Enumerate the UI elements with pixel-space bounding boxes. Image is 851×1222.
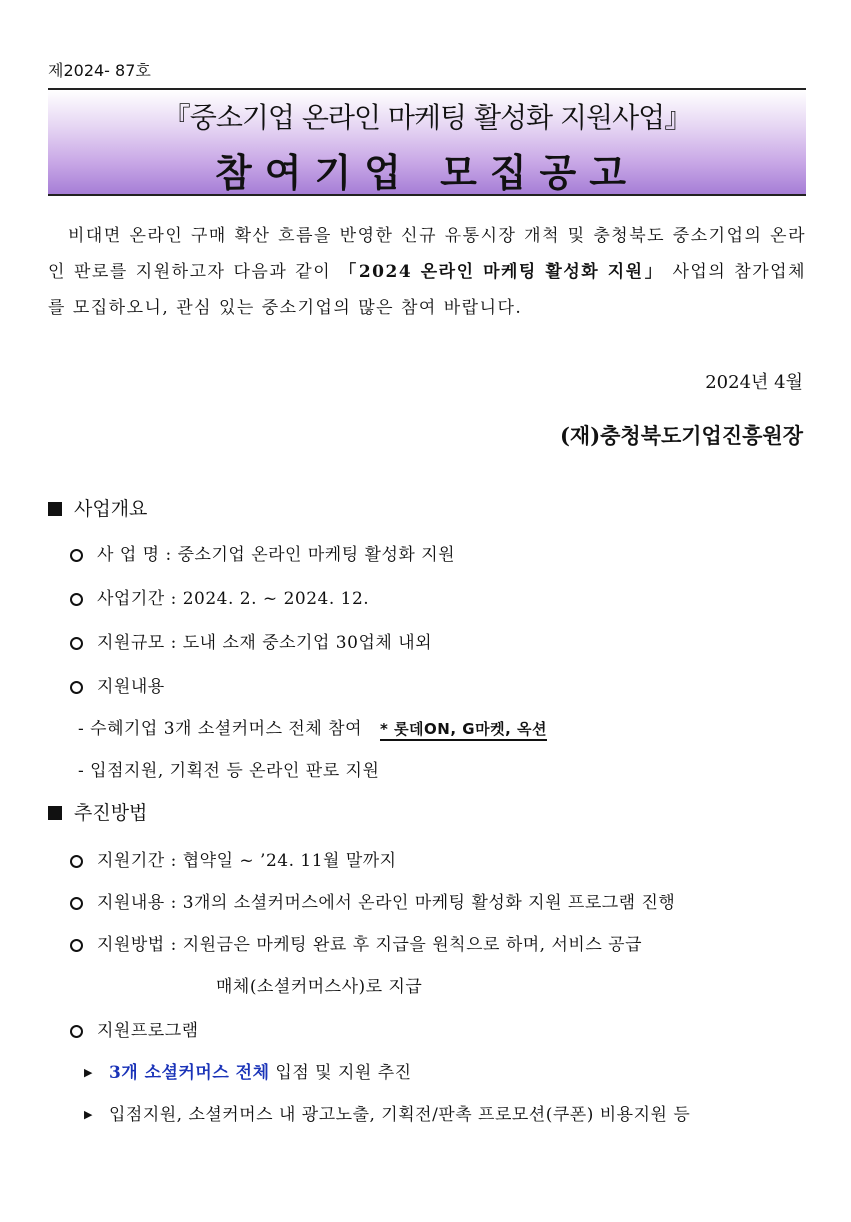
overview-item-text: 사업기간 : 2024. 2. ~ 2024. 12. [97,589,370,609]
intro-paragraph [48,218,806,326]
intro-text-1: 비대면 온라인 구매 확산 흐름을 반영한 신규 유통시장 개척 및 충청북도 중소기업의 온라인 판로를 지원하고자 다음과 같이 [48,226,806,282]
intro-text-2: 사업의 참가업체를 모집하오니, 관심 있는 중소기업의 많은 참여 바랍니다. [48,262,806,318]
title-banner [48,88,806,196]
support-content-sub-1 [78,714,547,739]
overview-item [70,672,165,697]
platform-note: * 롯데ON, G마켓, 옥션 [380,720,547,741]
intro-bold-program-name: 「2024 온라인 마케팅 활성화 지원」 [339,262,665,282]
circle-bullet-icon [70,1025,83,1038]
overview-item-text: 지원내용 [97,677,165,697]
section-heading-label: 사업개요 [74,498,148,520]
section-heading-overview [48,494,147,521]
method-item-text: 지원내용 : 3개의 소셜커머스에서 온라인 마케팅 활성화 지원 프로그램 진행 [97,893,676,913]
announcement-date: 2024년 4월 [705,372,803,393]
overview-item [70,628,432,653]
method-item-text: 지원방법 : 지원금은 마케팅 완료 후 지급을 원칙으로 하며, 서비스 공급 [97,935,642,955]
method-item [70,888,675,913]
triangle-bullet-icon: ▶ [84,1108,93,1121]
support-content-sub-2 [78,756,379,781]
section-heading-label: 추진방법 [74,802,148,824]
document-number: 제2024- 87호 [48,61,151,80]
circle-bullet-icon [70,549,83,562]
circle-bullet-icon [70,681,83,694]
program-highlight: 3개 소셜커머스 전체 [108,1063,270,1083]
program-item-2 [84,1100,690,1125]
title-line-2: 참여기업 모집공고 [215,151,639,195]
square-bullet-icon [48,806,62,820]
overview-item [70,540,455,565]
program-text: 입점 및 지원 추진 [269,1063,412,1083]
overview-item-text: 지원규모 : 도내 소재 중소기업 30업체 내외 [97,633,433,653]
method-item [70,1016,199,1041]
circle-bullet-icon [70,855,83,868]
method-item-continuation: 매체(소셜커머스사)로 지급 [216,977,423,997]
sub-item-text: - 수혜기업 3개 소셜커머스 전체 참여 [78,719,362,739]
program-item-1 [84,1058,412,1083]
organization-name: (재)충청북도기업진흥원장 [559,423,803,448]
method-item [70,846,397,871]
method-item-text: 지원기간 : 협약일 ~ ’24. 11월 말까지 [97,851,397,871]
circle-bullet-icon [70,593,83,606]
title-line-1: 『중소기업 온라인 마케팅 활성화 지원사업』 [162,101,692,134]
overview-item [70,584,369,609]
program-text: 입점지원, 소셜커머스 내 광고노출, 기획전/판촉 프로모션(쿠폰) 비용지원 등 [108,1105,691,1125]
square-bullet-icon [48,502,62,516]
method-item-text: 지원프로그램 [97,1021,199,1041]
triangle-bullet-icon: ▶ [84,1066,93,1079]
method-item [70,930,642,955]
circle-bullet-icon [70,939,83,952]
circle-bullet-icon [70,897,83,910]
circle-bullet-icon [70,637,83,650]
section-heading-method [48,798,147,825]
overview-item-text: 사 업 명 : 중소기업 온라인 마케팅 활성화 지원 [97,545,456,565]
sub-item-text: - 입점지원, 기획전 등 온라인 판로 지원 [78,761,380,781]
